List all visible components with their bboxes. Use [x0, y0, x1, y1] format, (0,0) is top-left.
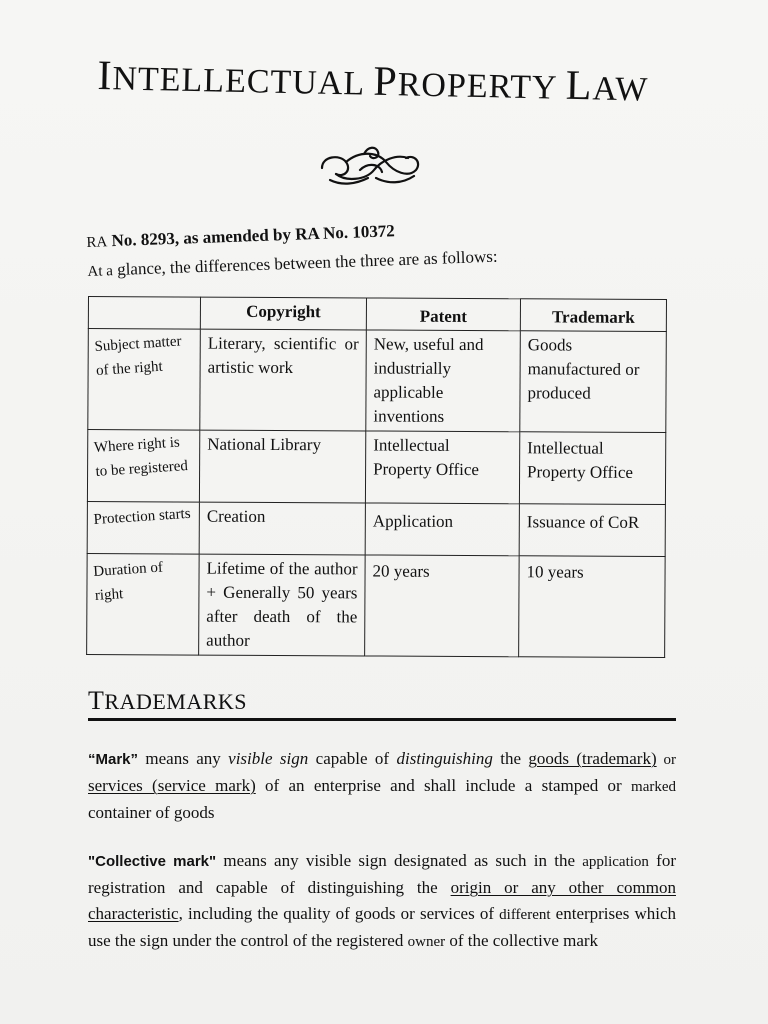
- section-heading-trademarks: [88, 686, 676, 716]
- trademark-cell: Intellectual Property Office: [519, 432, 665, 505]
- intro-text: glance, the differences between the three are as follows:: [112, 246, 498, 280]
- paragraph-text: for registration and capable of distinguishing the: [88, 851, 676, 897]
- row-label: Where right is to be registered: [93, 434, 189, 480]
- header-cell-empty: [88, 297, 200, 330]
- title-initial: I: [97, 52, 113, 100]
- header-cell-copyright: Copyright: [200, 297, 366, 330]
- title-part: ROPERTY: [397, 66, 567, 107]
- comparison-table-wrapper: [86, 296, 666, 658]
- title-part: AW: [592, 70, 649, 109]
- flourish-ornament-icon: [316, 140, 424, 192]
- underlined-text: origin or any other common characteristic: [88, 878, 676, 923]
- paragraph-text: of an enterprise and shall include a stamped or: [255, 776, 632, 795]
- copyright-cell: National Library: [199, 430, 365, 503]
- table-header-row: [88, 297, 666, 332]
- table-row: [87, 430, 665, 505]
- copyright-cell: Creation: [199, 502, 365, 555]
- paragraph-text: means any visible sign designated as such in the: [216, 851, 583, 870]
- paragraph-text: of the collective mark: [445, 931, 599, 950]
- patent-cell: 20 years: [365, 555, 520, 657]
- table-row: [87, 553, 666, 657]
- mark-definition-paragraph: [88, 746, 676, 826]
- act-text: No. 8293, as amended by RA No. 10372: [106, 221, 396, 251]
- intro-prefix: At a: [87, 263, 114, 280]
- defined-term: “Mark”: [88, 751, 139, 768]
- trademark-cell: 10 years: [519, 556, 666, 658]
- paragraph-text: the: [492, 749, 529, 768]
- heading-text: RADEMARKS: [104, 689, 248, 714]
- paragraph-text: or: [656, 752, 677, 768]
- paragraph-text: enterprises which use the sign under the control of the registered: [88, 904, 676, 950]
- table-row: [87, 501, 665, 556]
- row-label-cell: [87, 430, 199, 503]
- row-label: Duration of right: [92, 559, 164, 604]
- row-label-cell: [87, 501, 199, 554]
- patent-cell: New, useful and industrially applicable inventions: [366, 330, 521, 432]
- page-title: [97, 52, 658, 112]
- paragraph-text: container of goods: [88, 803, 215, 822]
- title-initial: L: [565, 62, 593, 110]
- row-label-cell: [88, 329, 201, 431]
- copyright-cell: Literary, scientific or artistic work: [200, 329, 367, 431]
- paragraph-text: capable of: [308, 749, 397, 768]
- heading-initial: T: [88, 686, 105, 715]
- emphasis-text: visible sign: [228, 749, 309, 768]
- defined-term: "Collective mark": [88, 853, 217, 870]
- collective-mark-definition-paragraph: [88, 848, 676, 955]
- section-divider: [88, 718, 676, 721]
- patent-cell: Application: [365, 503, 519, 556]
- emphasis-text: distinguishing: [396, 749, 493, 768]
- row-label: Protection starts: [93, 505, 192, 528]
- intro-block: [86, 207, 688, 286]
- underlined-text: services (service mark): [88, 776, 256, 795]
- paragraph-text: means any: [138, 749, 229, 768]
- paragraph-text: marked: [631, 779, 677, 795]
- paragraph-text: , including the quality of goods or services of: [178, 904, 500, 923]
- copyright-cell: Lifetime of the author + Generally 50 years after death of the author: [199, 554, 366, 656]
- patent-cell: Intellectual Property Office: [365, 431, 519, 504]
- paragraph-text: application: [582, 854, 649, 870]
- title-initial: P: [372, 58, 399, 106]
- comparison-table: [86, 296, 667, 658]
- paragraph-text: owner: [407, 934, 446, 950]
- trademark-cell: Issuance of CoR: [519, 504, 665, 557]
- header-cell-patent: Patent: [366, 298, 520, 331]
- underlined-text: goods (trademark): [528, 749, 657, 768]
- title-part: NTELLECTUAL: [112, 60, 374, 103]
- row-label: Subject matter of the right: [94, 333, 182, 379]
- trademark-cell: Goods manufactured or produced: [520, 331, 667, 433]
- header-cell-trademark: Trademark: [520, 299, 666, 332]
- row-label-cell: [87, 553, 200, 655]
- paragraph-text: different: [499, 907, 551, 923]
- act-prefix: RA: [86, 234, 108, 251]
- table-row: [88, 329, 667, 433]
